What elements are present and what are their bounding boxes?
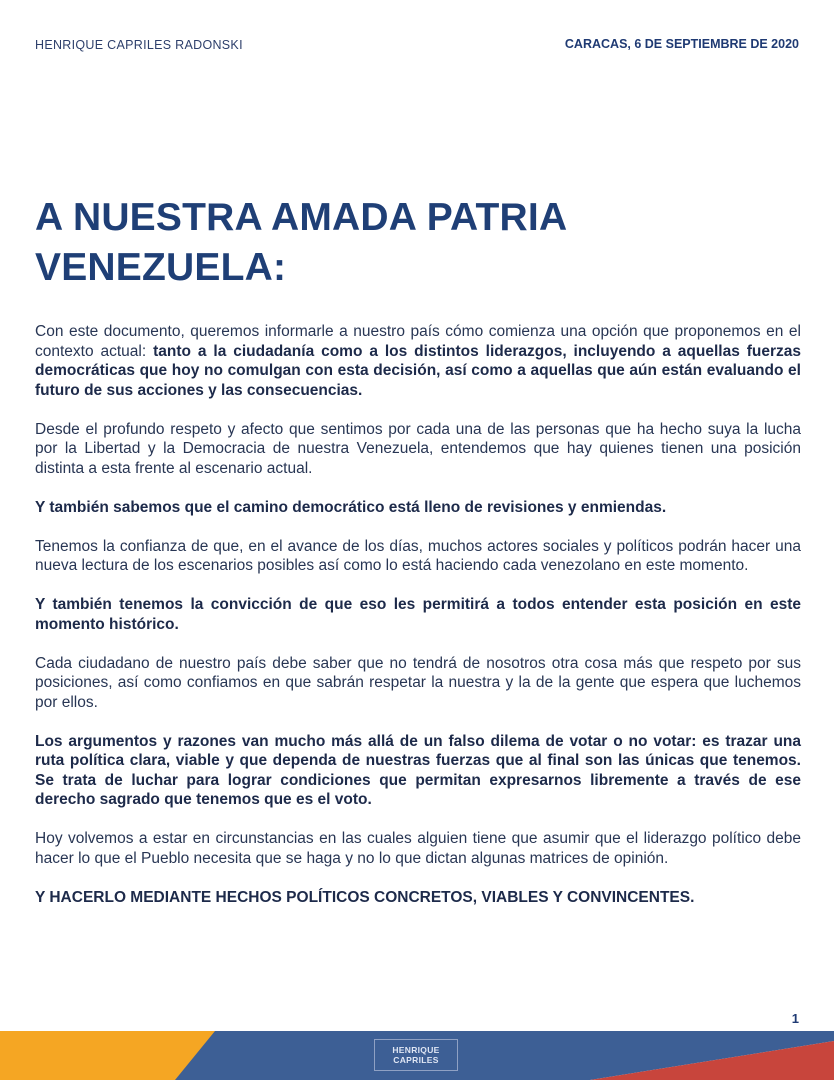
title-line-2: VENEZUELA: xyxy=(35,246,287,289)
footer-logo xyxy=(374,1039,458,1071)
paragraph-1-emphasis: tanto a la ciudadanía como a los distintos liderazgos, incluyendo a aquellas fuerzas democráticas que hoy no comulgan con esta decisión, así como a aquellas que aún están evaluando el futuro de sus acciones y las consecuencias. xyxy=(35,342,801,399)
header-author: HENRIQUE CAPRILES RADONSKI xyxy=(35,38,243,52)
document-title xyxy=(35,193,735,293)
paragraph-2: Desde el profundo respeto y afecto que sentimos por cada una de las personas que ha hecho suya la lucha por la Libertad y la Democracia de nuestra Venezuela, entendemos que hay quienes tienen una posición distinta a esta frente al escenario actual. xyxy=(35,420,801,477)
paragraph-6: Cada ciudadano de nuestro país debe saber que no tendrá de nosotros otra cosa más que respeto por sus posiciones, así como confiamos en que sabrán respetar la nuestra y la de la gente que espera que luchemos por ellos. xyxy=(35,654,801,711)
paragraph-1-text: Con este documento, queremos informarle a nuestro país cómo comienza una opción que proponemos en el contexto actual: xyxy=(35,323,801,360)
paragraph-9-emphasis: Y HACERLO MEDIANTE HECHOS POLÍTICOS CONCRETOS, VIABLES Y CONVINCENTES. xyxy=(35,888,695,906)
paragraph-5-emphasis: Y también tenemos la convicción de que eso les permitirá a todos entender esta posición en este momento histórico. xyxy=(35,596,801,633)
page-number: 1 xyxy=(791,1011,799,1026)
document-body xyxy=(35,322,801,927)
paragraph-9 xyxy=(35,888,801,908)
paragraph-3 xyxy=(35,498,801,518)
footer-logo-line-1: HENRIQUE xyxy=(392,1045,440,1055)
paragraph-4: Tenemos la confianza de que, en el avance de los días, muchos actores sociales y políticos podrán hacer una nueva lectura de los escenarios posibles así como lo está haciendo cada venezolano en este momento. xyxy=(35,537,801,574)
paragraph-5 xyxy=(35,595,801,634)
paragraph-8: Hoy volvemos a estar en circunstancias en las cuales alguien tiene que asumir que el liderazgo político debe hacer lo que el Pueblo necesita que se haga y no lo que dictan algunas matrices de opinión. xyxy=(35,830,801,867)
header-place-date: CARACAS, 6 DE SEPTIEMBRE DE 2020 xyxy=(564,37,799,51)
footer-logo-line-2: CAPRILES xyxy=(393,1055,439,1065)
paragraph-7-emphasis: es trazar una ruta política clara, viable y que dependa de nuestras fuerzas que al final son las únicas que tenemos. Se trata de luchar para lograr condiciones que permitan expresarnos libremente a través de ese derecho sagrado que tenemos que es el voto. xyxy=(35,732,802,808)
paragraph-7-lead: Los argumentos y razones van mucho más allá de un falso dilema de votar o no votar: xyxy=(35,732,703,750)
paragraph-3-emphasis: Y también sabemos que el camino democrático está lleno de revisiones y enmiendas. xyxy=(35,498,667,516)
paragraph-1 xyxy=(35,322,801,400)
title-line-1: A NUESTRA AMADA PATRIA xyxy=(35,196,568,239)
footer-band xyxy=(0,1031,834,1080)
paragraph-7 xyxy=(35,732,801,810)
